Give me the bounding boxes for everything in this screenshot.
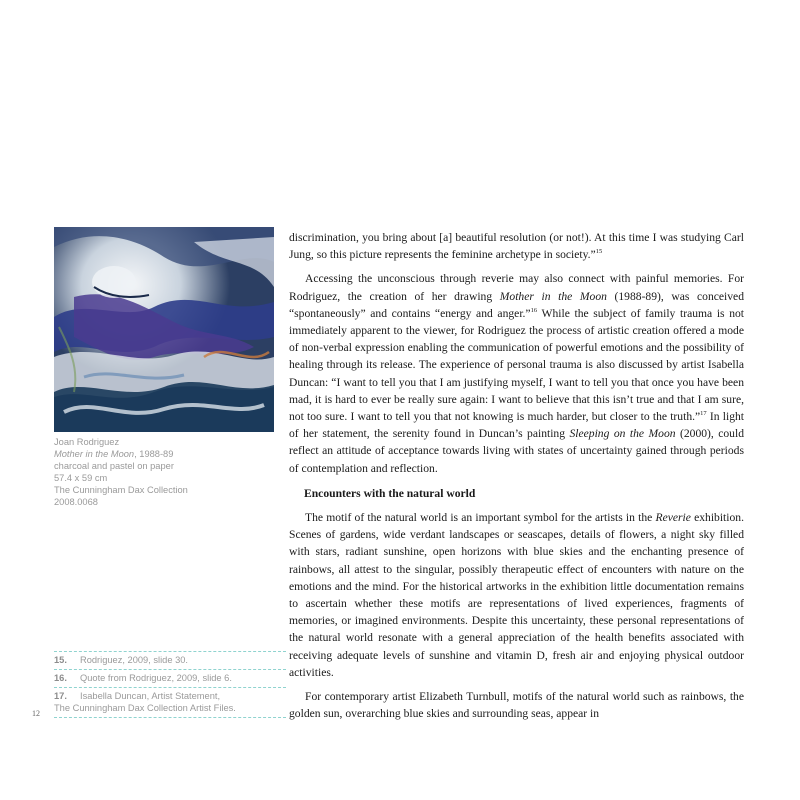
- body-text: [289, 229, 744, 729]
- footnote-number: 17.: [54, 691, 67, 701]
- painting-icon: [54, 227, 274, 432]
- footnote-ref-17[interactable]: 17: [700, 410, 707, 418]
- artwork-image: [54, 227, 274, 432]
- caption-title: Mother in the Moon: [54, 449, 135, 459]
- caption-artist: Joan Rodriguez: [54, 437, 120, 447]
- artwork-title-sleeping-on-the-moon: Sleeping on the Moon: [569, 427, 676, 441]
- footnote-divider: [54, 717, 286, 718]
- footnote-text-line2: The Cunningham Dax Collection Artist Files.: [54, 703, 236, 713]
- page-number: 12: [32, 709, 40, 718]
- footnote-ref-15[interactable]: 15: [595, 248, 603, 256]
- caption-dimensions: 57.4 x 59 cm: [54, 473, 108, 483]
- paragraph-4: For contemporary artist Elizabeth Turnbull, motifs of the natural world such as rainbows, the golden sun, overarching blue skies and surrounding seas, appear in: [289, 690, 744, 721]
- caption-title-line: [54, 448, 274, 460]
- footnote-text: Isabella Duncan, Artist Statement,: [80, 691, 221, 701]
- footnote-number: 15.: [54, 655, 67, 665]
- footnote-text: Quote from Rodriguez, 2009, slide 6.: [80, 673, 232, 683]
- footnote-17: [54, 688, 286, 717]
- paragraph-1: discrimination, you bring about [a] beautiful resolution (or not!). At this time I was studying Carl Jung, so this picture represents the feminine archetype in society.”$^{15}$: [289, 231, 744, 262]
- caption-date: , 1988-89: [134, 449, 174, 459]
- footnote-text: Rodriguez, 2009, slide 30.: [80, 655, 189, 665]
- exhibition-title-reverie: Reverie: [655, 511, 691, 525]
- paragraph-3: The motif of the natural world is an important symbol for the artists in the Reverie exhibition. Scenes of gardens, wide verdant landscapes or seascapes, details of flowers, a night sky filled with stars, radiant sunshine, open horizons with blue skies and the enchanting presence of rainbows, all attest to the singular, possibly therapeutic effect of encounters with nature on the emotions and the mind. For the historical artworks in the exhibition little documentation remains to ascertain whether these motifs are representations of lived experiences, fragments of memories, or imagined environments. Despite this uncertainty, these personal representations of the natural world resonate with a general appreciation of the health benefits associated with receiving adequate levels of sunshine and vitamin D, fresh air and enjoying physical outdoor activities.: [289, 511, 744, 679]
- footnotes: [54, 651, 286, 718]
- caption-accession: 2008.0068: [54, 497, 98, 507]
- footnote-ref-16[interactable]: 16: [530, 306, 538, 314]
- paragraph-2: Accessing the unconscious through reverie may also connect with painful memories. For Rodriguez, the creation of her drawing Mother in the Moon (1988-89), was conceived “spontaneously” and contains “energy and anger.”$^{16}$ While the subject of family trauma is not immediately apparent to the viewer, for Rodriguez the process of artistic creation offered a mode of non-verbal expression enabling the communication of powerful emotions and the possibility of healing through its release. The experience of personal trauma is also discussed by artist Isabella Duncan: “I want to tell you that I am justifying myself, I want to tell you that once you have been mad, it is hard to ever be really sure again: I want to believe that this isn’t true and that I am sure, not too sure. I want to tell you that not knowing is much harder, but closer to the truth.”$^{17}$ In light of her statement, the serenity found in Duncan’s painting Sleeping on the Moon (2000), could reflect an attitude of acceptance towards living with states of uncertainty gained through periods of contemplation and reflection.: [289, 272, 745, 475]
- footnote-16: [54, 670, 286, 687]
- footnote-number: 16.: [54, 673, 67, 683]
- footnote-15: [54, 652, 286, 669]
- caption-collection: The Cunningham Dax Collection: [54, 485, 188, 495]
- caption-medium: charcoal and pastel on paper: [54, 461, 174, 471]
- artwork-title-mother-in-the-moon: Mother in the Moon: [499, 289, 607, 303]
- artwork-caption: [54, 436, 274, 508]
- section-heading: Encounters with the natural world: [304, 486, 476, 500]
